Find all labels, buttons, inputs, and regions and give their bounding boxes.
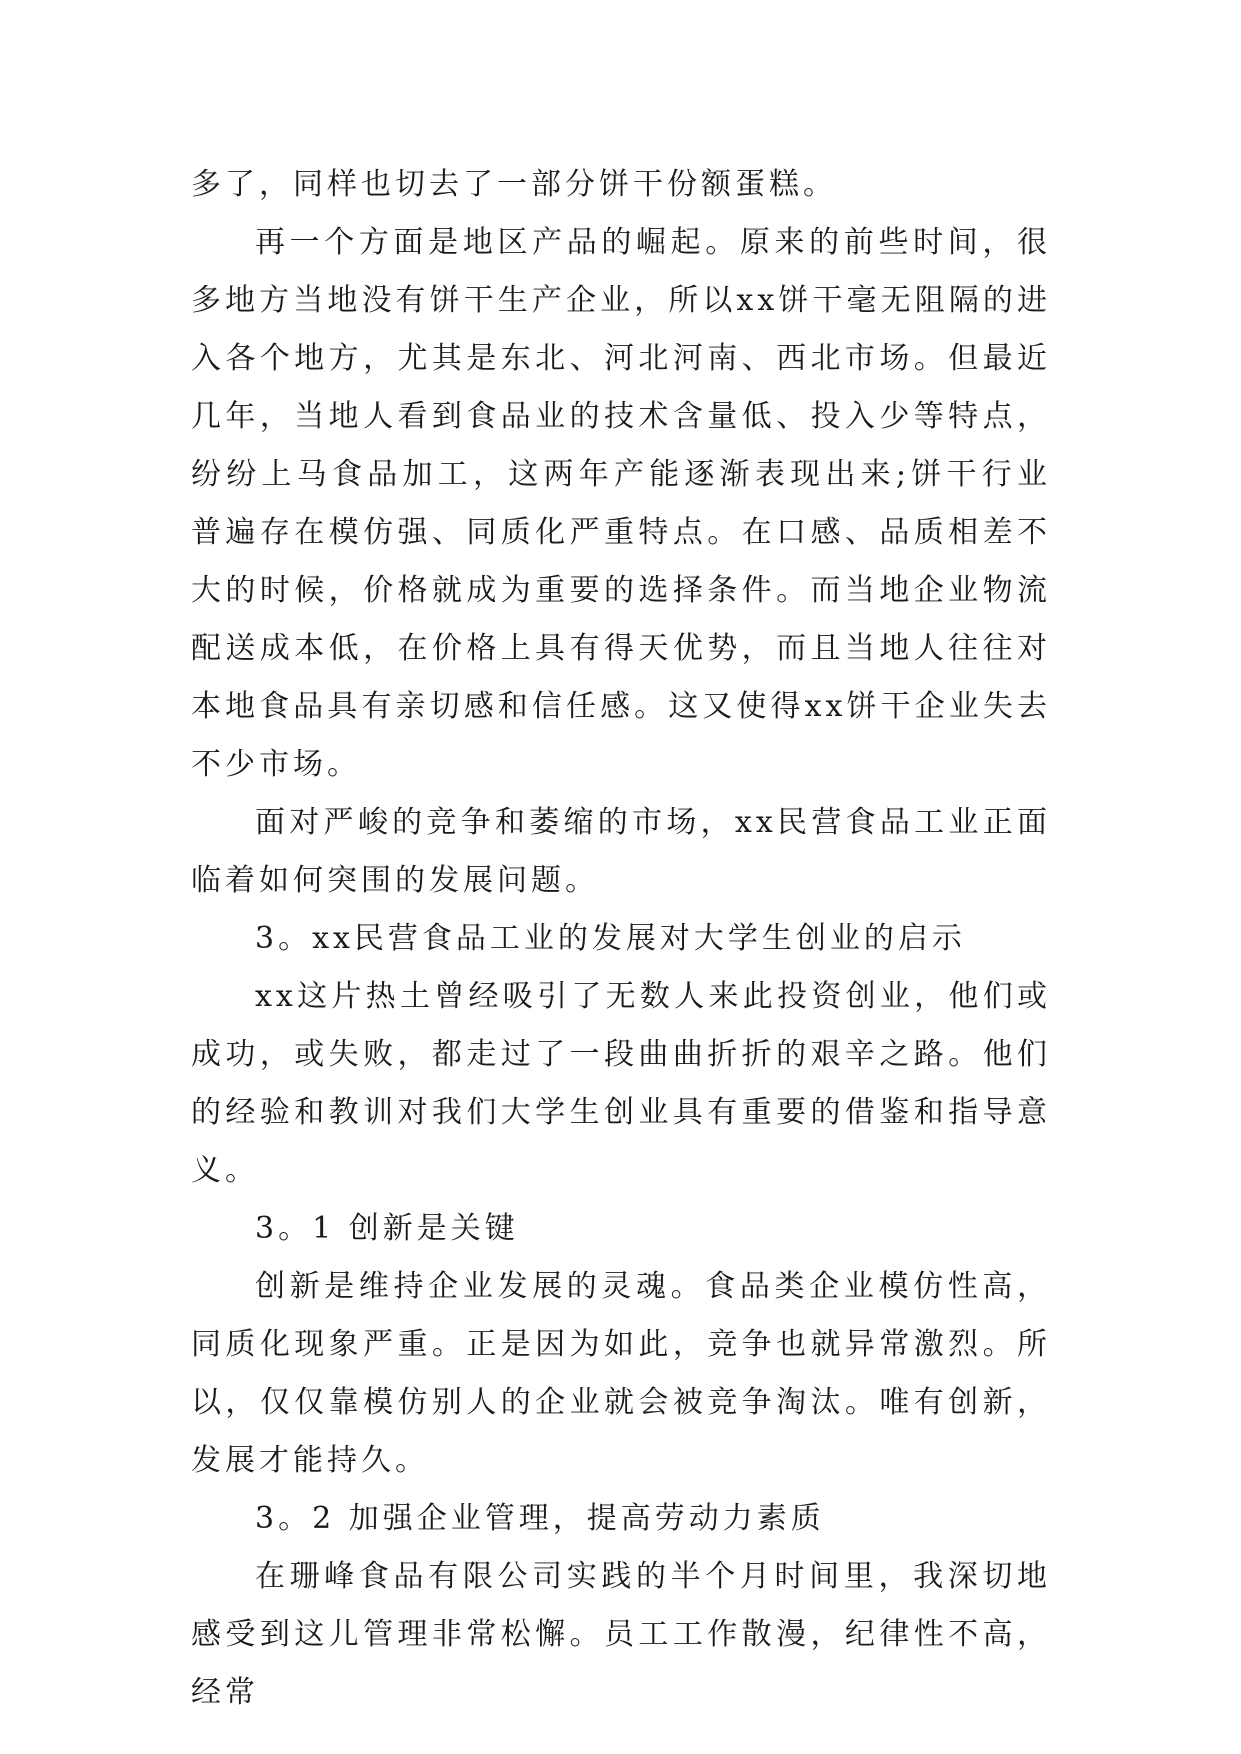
paragraph-management: 在珊峰食品有限公司实践的半个月时间里，我深切地感受到这儿管理非常松懈。员工工作散漫，纪律性不高，经常 [191, 1559, 1051, 1710]
paragraph-regional-products: 再一个方面是地区产品的崛起。原来的前些时间，很多地方当地没有饼干生产企业，所以xx饼干毫无阻隔的进入各个地方，尤其是东北、河北河南、西北市场。但最近几年，当地人看到食品业的技术含量低、投入少等特点，纷纷上马食品加工，这两年产能逐渐表现出来;饼干行业普遍存在模仿强、同质化严重特点。在口感、品质相差不大的时候，价格就成为重要的选择条件。而当地企业物流配送成本低，在价格上具有得天优势，而且当地人往往对本地食品具有亲切感和信任感。这又使得xx饼干企业失去不少市场。 [191, 225, 1051, 782]
paragraph-continuation: 多了，同样也切去了一部分饼干份额蛋糕。 [191, 167, 837, 202]
section-heading-3-1: 3。1 创新是关键 [255, 1211, 519, 1246]
paragraph-competition: 面对严峻的竞争和萎缩的市场，xx民营食品工业正面临着如何突围的发展问题。 [191, 805, 1051, 898]
paragraph-entrepreneurship: xx这片热土曾经吸引了无数人来此投资创业，他们或成功，或失败，都走过了一段曲曲折折的艰辛之路。他们的经验和教训对我们大学生创业具有重要的借鉴和指导意义。 [191, 979, 1051, 1188]
section-heading-3-2: 3。2 加强企业管理，提高劳动力素质 [255, 1501, 825, 1536]
paragraph-innovation: 创新是维持企业发展的灵魂。食品类企业模仿性高，同质化现象严重。正是因为如此，竞争也就异常激烈。所以，仅仅靠模仿别人的企业就会被竞争淘汰。唯有创新，发展才能持久。 [191, 1269, 1051, 1478]
section-heading-3: 3。xx民营食品工业的发展对大学生创业的启示 [255, 921, 966, 956]
document-body [191, 156, 1051, 1722]
